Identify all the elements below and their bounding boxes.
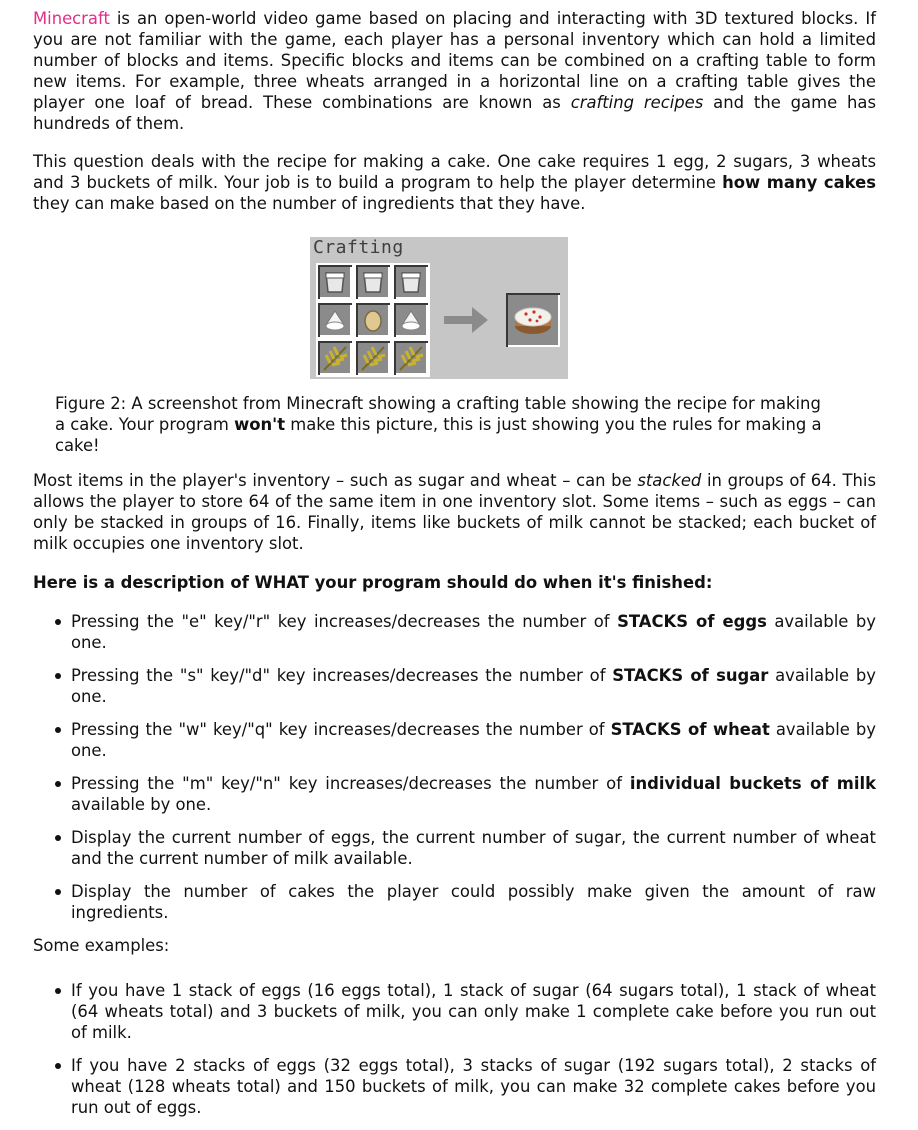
req-text-post: available by one. (71, 666, 876, 706)
grid-slot (356, 265, 390, 299)
crafting-table-screenshot (310, 237, 568, 379)
caption-text-1: Figure 2: A screenshot from Minecraft showing a crafting table showing the recipe for making a cake. Your program (55, 394, 821, 434)
grid-slot (394, 341, 428, 375)
req-text-post: available by one. (71, 795, 212, 814)
grid-slot (394, 265, 428, 299)
sugar-icon (318, 303, 352, 337)
wheat-icon (318, 341, 352, 375)
grid-slot (356, 303, 390, 337)
req-text-pre: Pressing the "s" key/"d" key increases/decreases the number of (71, 666, 613, 685)
crafting-grid (316, 263, 430, 377)
grid-slot (318, 303, 352, 337)
list-item (71, 827, 876, 869)
req-bold: STACKS of wheat (610, 720, 770, 739)
requirements-heading: Here is a description of WHAT your program should do when it's finished: (33, 573, 713, 592)
grid-slot (318, 341, 352, 375)
grid-slot (356, 341, 390, 375)
intro-text-2: and the game has hundreds of them. (33, 93, 876, 133)
cake-icon (506, 293, 560, 347)
list-item (71, 665, 876, 707)
stacking-emphasis: stacked (637, 471, 702, 490)
egg-icon (356, 303, 390, 337)
caption-bold: won't (234, 415, 286, 434)
grid-slot (394, 303, 428, 337)
milk-bucket-icon (394, 265, 428, 299)
list-item: If you have 1 stack of eggs (16 eggs total), 1 stack of sugar (64 sugars total), 1 stack of wheat (64 wheats total) and 3 buckets of milk, you can only make 1 complete cake before you run out of milk. (71, 981, 876, 1042)
milk-bucket-icon (318, 265, 352, 299)
requirements-list (33, 611, 876, 923)
list-item (71, 611, 876, 653)
result-slot (506, 293, 560, 347)
minecraft-link[interactable]: Minecraft (33, 9, 110, 28)
question-paragraph (33, 151, 876, 214)
req-text-post: available by one. (71, 612, 876, 652)
caption-text-2: make this picture, this is just showing you the rules for making a cake! (55, 415, 822, 455)
examples-list (33, 980, 876, 1118)
wheat-icon (356, 341, 390, 375)
req-text-post: available by one. (71, 720, 876, 760)
req-text-pre: Display the number of cakes the player could possibly make given the amount of raw ingredients. (71, 882, 876, 922)
list-item (71, 773, 876, 815)
crafting-title: Crafting (313, 237, 404, 258)
stacking-text-2: in groups of 64. This allows the player to store 64 of the same item in one inventory slot. Some items – such as eggs – can only be stacked in groups of 16. Finally, items like buckets of milk cannot be stacked; each bucket of milk occupies one inventory slot. (33, 471, 877, 553)
wheat-icon (394, 341, 428, 375)
figure-caption (33, 393, 835, 456)
list-item (71, 881, 876, 923)
stacking-paragraph (33, 470, 876, 554)
intro-paragraph (33, 8, 876, 134)
req-bold: STACKS of eggs (617, 612, 767, 631)
intro-text-1: is an open-world video game based on placing and interacting with 3D textured blocks. If you are not familiar with the game, each player has a personal inventory which can hold a limited number of blocks and items. Specific blocks and items can be combined on a crafting table to form new items. For example, three wheats arranged in a horizontal line on a crafting table gives the player one loaf of bread. These combinations are known as (33, 9, 876, 112)
question-bold: how many cakes (722, 173, 876, 192)
req-text-pre: Display the current number of eggs, the current number of sugar, the current number of wheat and the current number of milk available. (71, 828, 876, 868)
stacking-text-1: Most items in the player's inventory – such as sugar and wheat – can be (33, 471, 638, 490)
req-text-pre: Pressing the "w" key/"q" key increases/decreases the number of (71, 720, 611, 739)
req-text-pre: Pressing the "m" key/"n" key increases/decreases the number of (71, 774, 630, 793)
req-text-pre: Pressing the "e" key/"r" key increases/decreases the number of (71, 612, 618, 631)
document-page (33, 8, 876, 1130)
milk-bucket-icon (356, 265, 390, 299)
list-item: If you have 2 stacks of eggs (32 eggs total), 3 stacks of sugar (192 sugars total), 2 stacks of wheat (128 wheats total) and 150 buckets of milk, you can make 32 complete cakes before you run out of eggs. (71, 1056, 876, 1117)
question-text-1: This question deals with the recipe for making a cake. One cake requires 1 egg, 2 sugars, 3 wheats and 3 buckets of milk. Your job is to build a program to help the player determine (33, 152, 876, 192)
req-bold: STACKS of sugar (612, 666, 769, 685)
arrow-right-icon (442, 303, 492, 337)
intro-emphasis: crafting recipes (570, 93, 704, 112)
list-item (71, 719, 876, 761)
question-text-2: they can make based on the number of ingredients that they have. (33, 194, 586, 213)
crafting-figure (33, 231, 876, 393)
examples-label: Some examples: (33, 936, 170, 955)
sugar-icon (394, 303, 428, 337)
grid-slot (318, 265, 352, 299)
req-bold: individual buckets of milk (629, 774, 876, 793)
